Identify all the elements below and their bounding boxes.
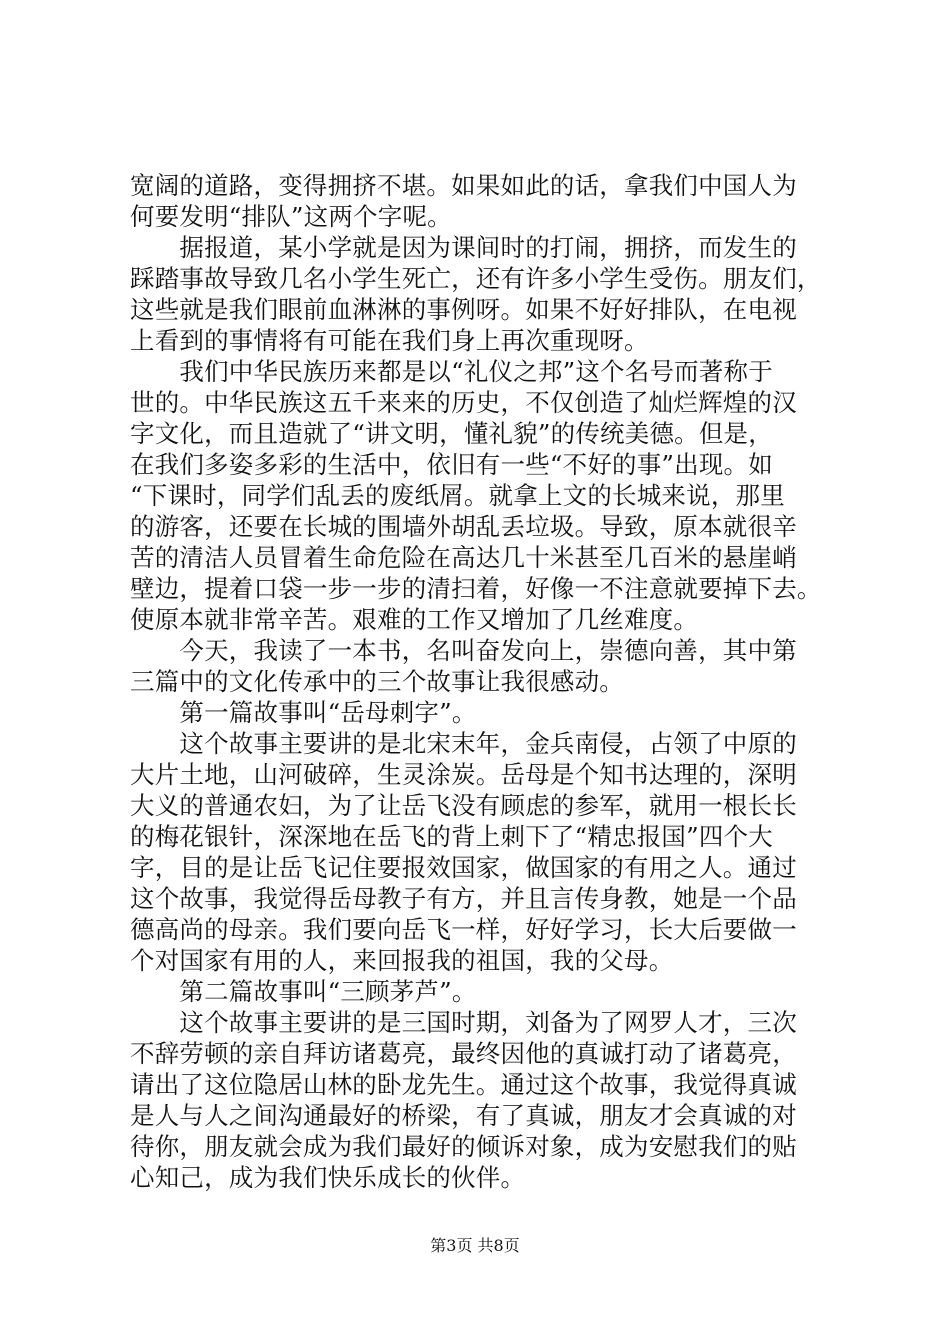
text-line: 心知己，成为我们快乐成长的伙伴。 [130, 1163, 526, 1192]
text-line: 字，目的是让岳飞记住要报效国家，做国家的有用之人。通过 [130, 853, 797, 882]
text-line: 大片土地，山河破碎，生灵涂炭。岳母是个知书达理的，深明 [130, 760, 797, 789]
text-line: 个对国家有用的人，来回报我的祖国，我的父母。 [130, 946, 674, 975]
text-line: 是人与人之间沟通最好的桥梁，有了真诚，朋友才会真诚的对 [130, 1101, 797, 1130]
page-number: 第3页 共8页 [430, 1236, 520, 1255]
text-line: 今天，我读了一本书，名叫奋发向上，崇德向善，其中第 [130, 636, 797, 665]
text-line: 踩踏事故导致几名小学生死亡，还有许多小学生受伤。朋友们， [130, 264, 822, 293]
text-line: 宽阔的道路，变得拥挤不堪。如果如此的话，拿我们中国人为 [130, 171, 797, 200]
text-line: 这个故事主要讲的是三国时期，刘备为了网罗人才，三次 [130, 1008, 797, 1037]
text-line: 我们中华民族历来都是以“礼仪之邦”这个名号而著称于 [130, 357, 773, 386]
text-line: 不辞劳顿的亲自拜访诸葛亮，最终因他的真诚打动了诸葛亮， [130, 1039, 797, 1068]
text-line: 据报道，某小学就是因为课间时的打闹，拥挤，而发生的 [130, 233, 797, 262]
text-line: 苦的清洁人员冒着生命危险在高达几十米甚至几百米的悬崖峭 [130, 543, 797, 572]
text-line: 待你，朋友就会成为我们最好的倾诉对象，成为安慰我们的贴 [130, 1132, 797, 1161]
text-line: 第二篇故事叫“三顾茅芦”。 [130, 977, 477, 1006]
text-line: 第一篇故事叫“岳母刺字”。 [130, 698, 477, 727]
text-line: 世的。中华民族这五千来来的历史，不仅创造了灿烂辉煌的汉 [130, 388, 797, 417]
text-line: “下课时，同学们乱丢的废纸屑。就拿上文的长城来说，那里 [130, 481, 785, 510]
text-line: 的梅花银针，深深地在岳飞的背上刺下了“精忠报国”四个大 [130, 822, 773, 851]
text-line: 在我们多姿多彩的生活中，依旧有一些“不好的事”出现。如 [130, 450, 773, 479]
text-line: 请出了这位隐居山林的卧龙先生。通过这个故事，我觉得真诚 [130, 1070, 797, 1099]
text-line: 的游客，还要在长城的围墙外胡乱丢垃圾。导致，原本就很辛 [130, 512, 797, 541]
text-line: 上看到的事情将有可能在我们身上再次重现呀。 [130, 326, 649, 355]
text-line: 德高尚的母亲。我们要向岳飞一样，好好学习，长大后要做一 [130, 915, 797, 944]
text-line: 字文化，而且造就了“讲文明，懂礼貌”的传统美德。但是， [130, 419, 773, 448]
text-line: 这个故事，我觉得岳母教子有方，并且言传身教，她是一个品 [130, 884, 797, 913]
text-line: 大义的普通农妇，为了让岳飞没有顾虑的参军，就用一根长长 [130, 791, 797, 820]
text-line: 这些就是我们眼前血淋淋的事例呀。如果不好好排队，在电视 [130, 295, 797, 324]
text-line: 使原本就非常辛苦。艰难的工作又增加了几丝难度。 [130, 605, 699, 634]
text-line: 何要发明“排队”这两个字呢。 [130, 202, 452, 231]
text-line: 壁边，提着口袋一步一步的清扫着，好像一不注意就要掉下去。 [130, 574, 822, 603]
text-line: 三篇中的文化传承中的三个故事让我很感动。 [130, 667, 624, 696]
document-body [130, 170, 830, 1193]
text-line: 这个故事主要讲的是北宋末年，金兵南侵，占领了中原的 [130, 729, 797, 758]
